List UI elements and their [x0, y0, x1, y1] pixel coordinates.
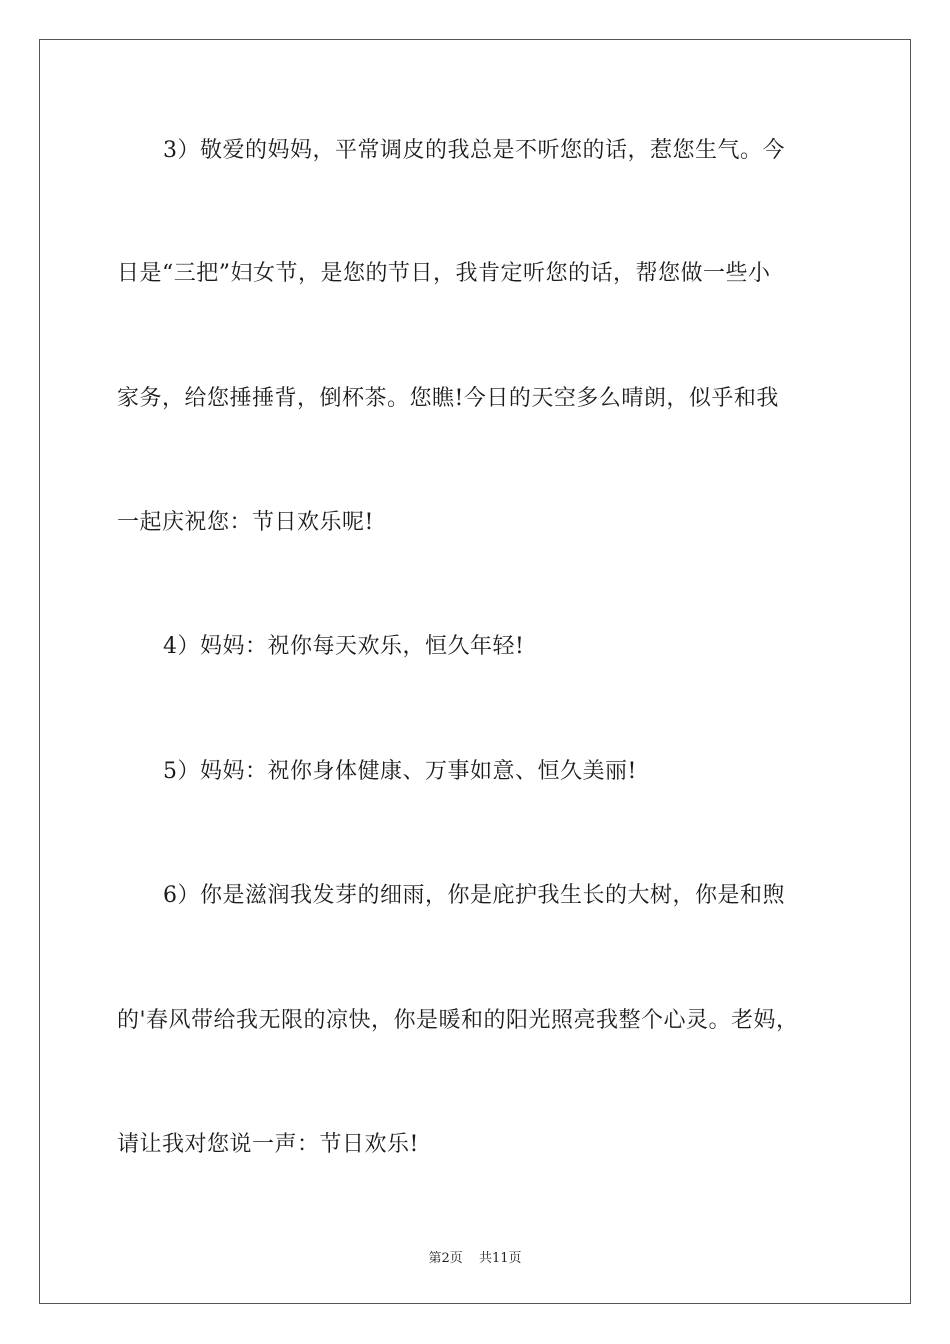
paragraph-3-line-3: 家务，给您捶捶背，倒杯茶。您瞧!今日的天空多么晴朗，似乎和我 — [117, 386, 779, 411]
page-number: 第2页 — [428, 1251, 463, 1266]
paragraph-4: 4）妈妈：祝你每天欢乐，恒久年轻! — [163, 634, 525, 659]
page-total: 共11页 — [478, 1251, 522, 1266]
paragraph-5: 5）妈妈：祝你身体健康、万事如意、恒久美丽! — [163, 759, 637, 784]
paragraph-3-line-1: 3）敬爱的妈妈，平常调皮的我总是不听您的话，惹您生气。今 — [163, 138, 785, 163]
paragraph-6-line-2: 的'春风带给我无限的凉快，你是暖和的阳光照亮我整个心灵。老妈， — [117, 1008, 799, 1033]
paragraph-6-line-1: 6）你是滋润我发芽的细雨，你是庇护我生长的大树，你是和煦 — [163, 883, 785, 908]
page-border — [39, 39, 911, 1304]
paragraph-3-line-2: 日是“三把”妇女节，是您的节日，我肯定听您的话，帮您做一些小 — [117, 261, 771, 286]
page-footer — [0, 1247, 950, 1266]
paragraph-6-line-3: 请让我对您说一声：节日欢乐! — [117, 1132, 419, 1157]
paragraph-3-line-4: 一起庆祝您：节日欢乐呢! — [117, 510, 374, 535]
